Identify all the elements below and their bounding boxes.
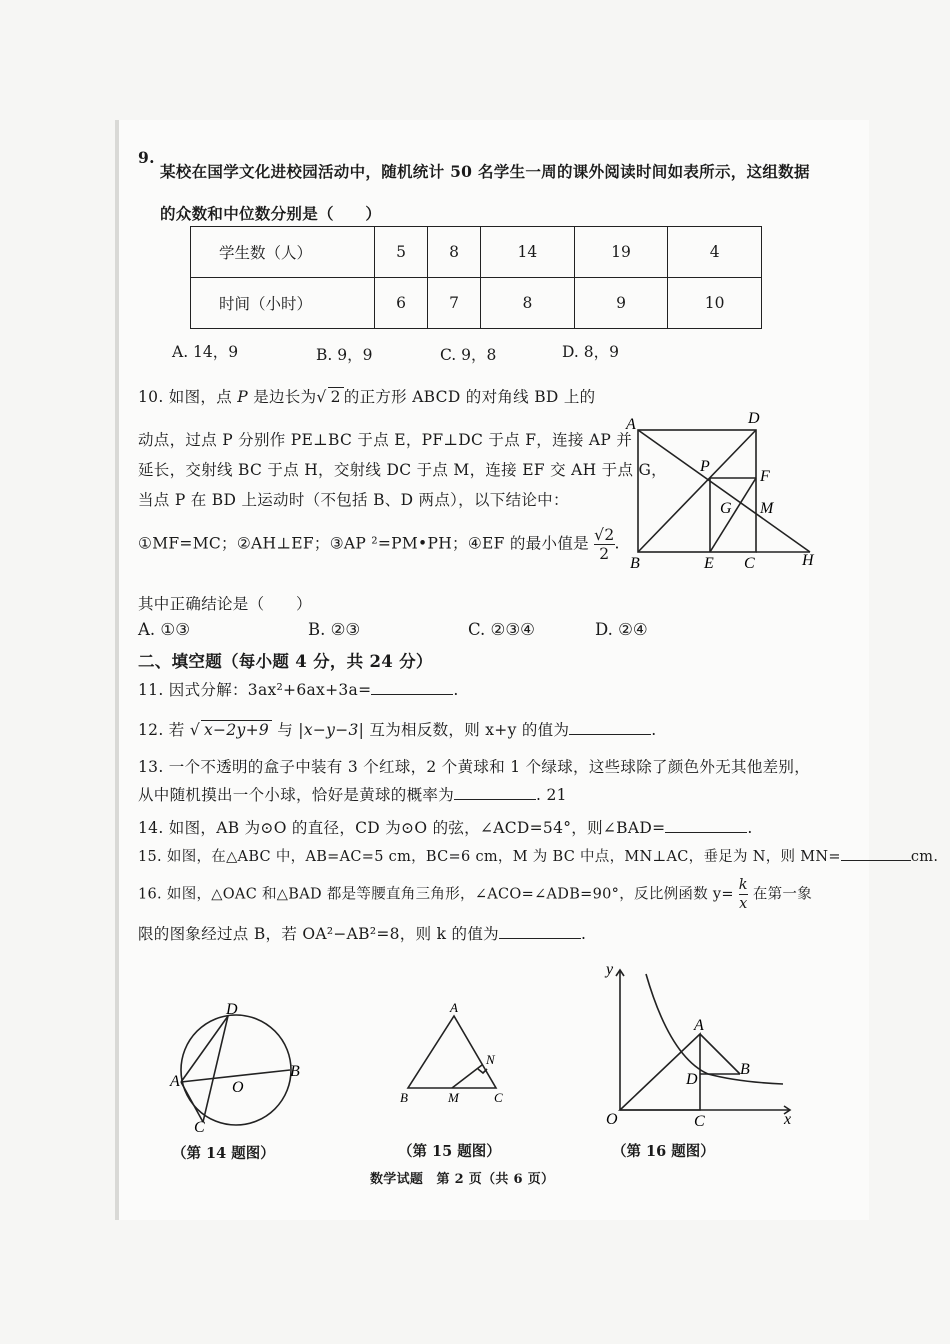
chord-cd bbox=[203, 1016, 228, 1122]
q12-post: 互为相反数，则 x+y 的值为 bbox=[369, 721, 570, 739]
q12-pre: 若 bbox=[168, 721, 185, 739]
table-cell: 4 bbox=[668, 227, 762, 278]
table-cell: 7 bbox=[428, 278, 481, 329]
line-ah bbox=[638, 430, 810, 552]
label-m: M bbox=[760, 500, 774, 517]
fig15-label-a: A bbox=[450, 1000, 458, 1015]
label-f: F bbox=[760, 468, 770, 485]
q9-option-b: B. 9，9 bbox=[316, 346, 373, 364]
q15-text: 如图，在△ABC 中，AB=AC=5 cm，BC=6 cm，M 为 BC 中点，MN⊥AC，垂足为 N，则 MN= bbox=[166, 849, 841, 865]
label-d: D bbox=[748, 410, 760, 427]
q13-line2 bbox=[138, 783, 567, 805]
q9-table bbox=[190, 226, 762, 329]
q16-line1 bbox=[138, 876, 812, 913]
q10-option-a: A. ①③ bbox=[138, 620, 190, 639]
page-footer: 数学试题 第 2 页（共 6 页） bbox=[370, 1172, 555, 1187]
fig14 bbox=[168, 1001, 318, 1136]
q10-line3: 延长，交射线 BC 于点 H，交射线 DC 于点 M，连接 EF 交 AH 于点 G， bbox=[138, 461, 667, 479]
q11-number: 11. bbox=[138, 681, 164, 699]
segment-ac bbox=[181, 1082, 203, 1122]
q15-end: cm. bbox=[910, 849, 939, 865]
fig16-caption: （第 16 题图） bbox=[612, 1143, 715, 1160]
q10-text-1c: 是边长为 bbox=[247, 388, 317, 406]
right-angle-mark bbox=[478, 1069, 487, 1073]
q16-frac-den: x bbox=[739, 896, 748, 912]
fig16-label-x: x bbox=[784, 1111, 792, 1128]
q10-line1: 10. 如图，点 P 是边长为√ 2 的正方形 ABCD 的对角线 BD 上的 bbox=[138, 388, 596, 406]
q10-text-1a: 如图，点 bbox=[168, 388, 238, 406]
q11-text: 因式分解：3ax²+6ax+3a= bbox=[168, 681, 372, 699]
label-c: C bbox=[744, 555, 755, 572]
fig16-label-o: O bbox=[606, 1111, 618, 1128]
fig14-label-d: D bbox=[226, 1001, 238, 1018]
q10-line5-end: . bbox=[614, 534, 620, 553]
diagonal-bd bbox=[638, 430, 756, 552]
q9-number: 9. bbox=[138, 148, 155, 167]
table-cell: 5 bbox=[375, 227, 428, 278]
q16-text-1a: 如图，△OAC 和△BAD 都是等腰直角三角形，∠ACO=∠ADB=90°，反比例函数 y= bbox=[166, 886, 734, 903]
table-cell: 6 bbox=[375, 278, 428, 329]
q11-end: . bbox=[453, 681, 459, 699]
fig16 bbox=[598, 962, 803, 1132]
label-p: P bbox=[700, 458, 710, 475]
q13-text-2: 从中随机摸出一个小球，恰好是黄球的概率为 bbox=[138, 786, 455, 804]
q10-line5 bbox=[138, 526, 620, 563]
q9-option-c: C. 9，8 bbox=[440, 346, 497, 364]
fig15 bbox=[398, 1002, 518, 1112]
fig15-label-n: N bbox=[486, 1052, 495, 1067]
fig14-caption: （第 14 题图） bbox=[172, 1145, 275, 1162]
table-cell: 19 bbox=[574, 227, 668, 278]
label-b: B bbox=[630, 555, 640, 572]
q10-figure bbox=[620, 405, 840, 575]
table-row bbox=[191, 227, 762, 278]
table-cell: 8 bbox=[481, 278, 575, 329]
label-a: A bbox=[626, 416, 636, 433]
q10-text-1d: 的正方形 ABCD 的对角线 BD 上的 bbox=[343, 388, 596, 406]
q10-text-1b: P bbox=[237, 388, 248, 406]
q10-option-d: D. ②④ bbox=[595, 620, 648, 639]
fig15-label-c: C bbox=[494, 1090, 503, 1105]
fig15-caption: （第 15 题图） bbox=[398, 1143, 501, 1160]
segment-ef bbox=[710, 478, 756, 552]
q10-option-c: C. ②③④ bbox=[468, 620, 535, 639]
fig14-label-o: O bbox=[232, 1079, 244, 1096]
q14-end: . bbox=[747, 819, 753, 837]
q13-line1 bbox=[138, 755, 810, 777]
q15 bbox=[138, 845, 938, 866]
q14-text: 如图，AB 为⊙O 的直径，CD 为⊙O 的弦，∠ACD=54°，则∠BAD= bbox=[168, 819, 666, 837]
fig16-label-c: C bbox=[694, 1113, 705, 1130]
q12-end: . bbox=[651, 721, 657, 739]
fig14-label-a: A bbox=[170, 1073, 180, 1090]
fig14-label-c: C bbox=[194, 1119, 205, 1136]
q9-line2: 的众数和中位数分别是（ ） bbox=[160, 204, 382, 223]
q9-line1: 某校在国学文化进校园活动中，随机统计 50 名学生一周的课外阅读时间如表所示，这组数据 bbox=[160, 162, 810, 181]
fig16-label-b: B bbox=[740, 1061, 750, 1078]
q15-blank bbox=[841, 846, 911, 861]
fig16-label-y: y bbox=[606, 961, 614, 978]
q10-fraction bbox=[594, 526, 614, 563]
table-cell: 14 bbox=[481, 227, 575, 278]
q11-blank bbox=[371, 680, 453, 695]
q16-text-2: 限的图象经过点 B，若 OA²−AB²=8，则 k 的值为 bbox=[138, 925, 499, 943]
table-cell: 8 bbox=[428, 227, 481, 278]
q16-fraction bbox=[739, 876, 748, 913]
fig15-label-b: B bbox=[400, 1090, 408, 1105]
table-cell: 9 bbox=[574, 278, 668, 329]
q12-radicand: x−2y+9 bbox=[201, 720, 272, 739]
q9-option-a: A. 14，9 bbox=[172, 343, 239, 361]
q10-frac-num: √2 bbox=[594, 526, 615, 544]
q10-frac-den: 2 bbox=[594, 544, 614, 563]
q12: 12. 若 √ x−2y+9 与 |x−y−3| 互为相反数，则 x+y 的值为 . bbox=[138, 721, 657, 739]
q13-blank bbox=[454, 785, 536, 800]
q12-blank bbox=[569, 720, 651, 735]
q9-option-d: D. 8，9 bbox=[562, 343, 619, 361]
q14-blank bbox=[665, 818, 747, 833]
fig16-label-d: D bbox=[686, 1071, 698, 1088]
fig14-label-b: B bbox=[290, 1063, 300, 1080]
segment-mn bbox=[452, 1065, 482, 1088]
table-cell: 学生数（人） bbox=[191, 227, 375, 278]
fig15-label-m: M bbox=[448, 1090, 459, 1105]
q12-number: 12. bbox=[138, 721, 164, 739]
label-e: E bbox=[704, 555, 714, 572]
q13-end: . 21 bbox=[536, 786, 567, 804]
q13-text-1: 一个不透明的盒子中装有 3 个红球，2 个黄球和 1 个绿球，这些球除了颜色外无其他差别， bbox=[168, 758, 811, 776]
q16-end: . bbox=[580, 925, 587, 943]
q14 bbox=[138, 816, 753, 838]
circle-o bbox=[181, 1015, 291, 1125]
q13-number: 13. bbox=[138, 758, 164, 776]
q14-number: 14. bbox=[138, 819, 164, 837]
label-g: G bbox=[720, 500, 732, 517]
q12-mid: 与 bbox=[277, 721, 294, 739]
q12-abs: |x−y−3| bbox=[298, 721, 365, 739]
q16-text-1b: 在第一象 bbox=[752, 886, 813, 903]
q16-number: 16. bbox=[138, 886, 162, 903]
label-h: H bbox=[802, 552, 814, 569]
triangle-abc bbox=[408, 1016, 496, 1088]
q10-line4: 当点 P 在 BD 上运动时（不包括 B、D 两点），以下结论中： bbox=[138, 491, 569, 509]
table-cell: 10 bbox=[668, 278, 762, 329]
q11 bbox=[138, 678, 459, 700]
q16-blank bbox=[499, 924, 581, 939]
q10-conclusions: ①MF=MC；②AH⊥EF；③AP ²=PM•PH；④EF 的最小值是 bbox=[138, 534, 589, 553]
q10-line2: 动点，过点 P 分别作 PE⊥BC 于点 E，PF⊥DC 于点 F，连接 AP 并 bbox=[138, 431, 633, 449]
hyperbola-curve bbox=[646, 974, 783, 1084]
table-cell: 时间（小时） bbox=[191, 278, 375, 329]
table-row bbox=[191, 278, 762, 329]
q15-number: 15. bbox=[138, 849, 162, 865]
q10-option-b: B. ②③ bbox=[308, 620, 361, 639]
segment-ab bbox=[700, 1034, 740, 1074]
fig16-label-a: A bbox=[694, 1017, 704, 1034]
section-title: 二、填空题（每小题 4 分，共 24 分） bbox=[138, 652, 433, 671]
q10-line6: 其中正确结论是（ ） bbox=[138, 595, 312, 613]
q16-line2 bbox=[138, 922, 586, 944]
q16-frac-num: k bbox=[738, 877, 748, 893]
q10-sqrt: 2 bbox=[328, 387, 344, 406]
q10-number: 10. bbox=[138, 388, 164, 406]
